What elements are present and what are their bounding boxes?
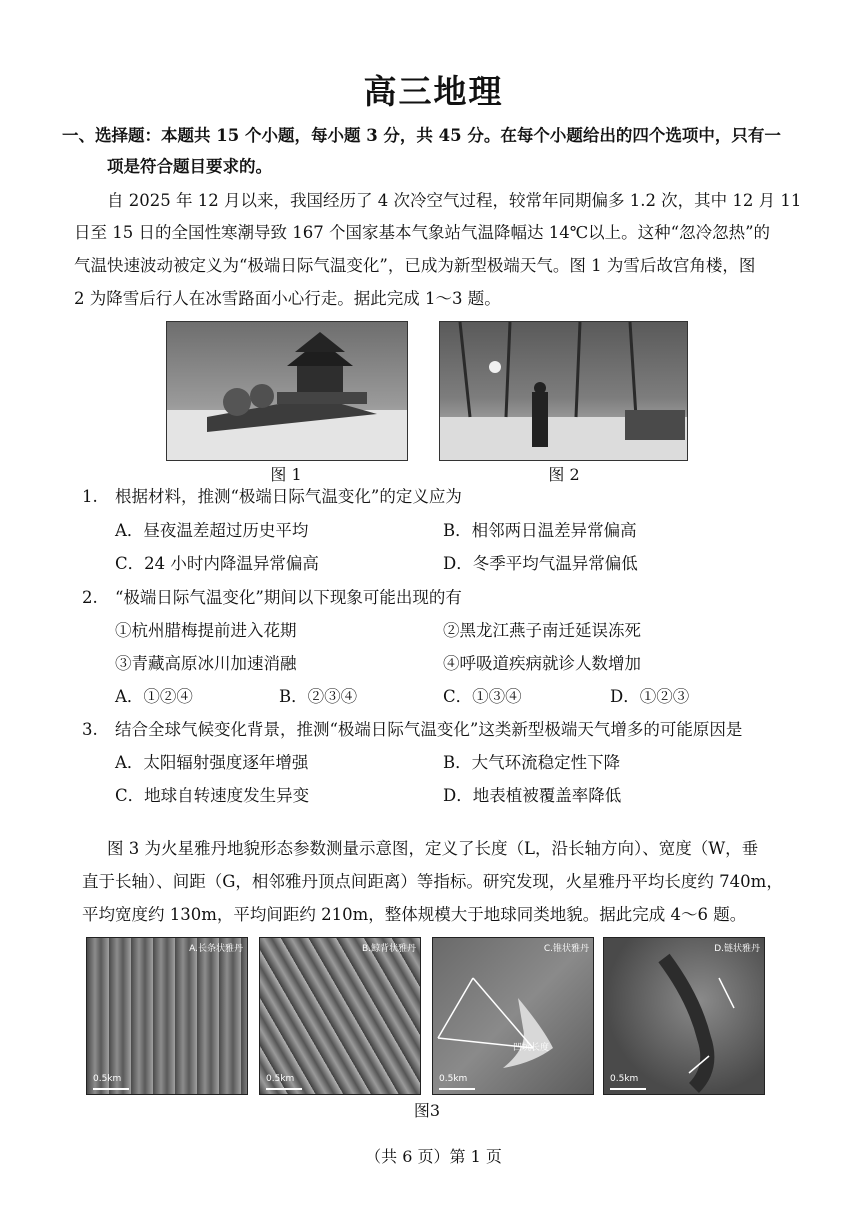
question2-statement-3: ③青藏高原冰川加速消融 <box>115 654 297 673</box>
figure3-panel-c-inner-label: 凹坑长度 <box>513 1043 550 1053</box>
cone-yardang-sketch-icon <box>433 938 593 1094</box>
figure3-panel-d <box>603 937 765 1095</box>
question1-option-b: B．相邻两日温差异常偏高 <box>443 521 637 540</box>
page-title: 高三地理 <box>363 72 504 111</box>
question3-option-d: D．地表植被覆盖率降低 <box>443 786 622 805</box>
scale-bar-icon <box>439 1088 475 1090</box>
figure3-panel-d-label: D.链状雅丹 <box>714 944 760 954</box>
passage2-line1: 图 3 为火星雅丹地貌形态参数测量示意图，定义了长度（L，沿长轴方向）、宽度（W，垂 <box>107 839 759 858</box>
question3-option-b: B．大气环流稳定性下降 <box>443 753 621 772</box>
section-heading-line2: 项是符合题目要求的。 <box>107 157 272 176</box>
question3-option-a: A．太阳辐射强度逐年增强 <box>115 753 309 772</box>
figure3-panel-d-scale: 0.5km <box>610 1074 639 1084</box>
question1-number: 1. <box>82 487 98 506</box>
figure3-panel-c-label: C.锥状雅丹 <box>543 944 589 954</box>
figure3-panel-b-scale: 0.5km <box>266 1074 295 1084</box>
figure1-caption: 图 1 <box>270 465 302 484</box>
figure3-panel-c-scale: 0.5km <box>439 1074 468 1084</box>
passage1-line1: 自 2025 年 12 月以来，我国经历了 4 次冷空气过程，较常年同期偏多 1.2 次，其中 12 月 11 <box>107 191 802 210</box>
question3-option-c: C．地球自转速度发生异变 <box>115 786 310 805</box>
question1-option-a: A．昼夜温差超过历史平均 <box>115 521 309 540</box>
question2-option-a: A．①②④ <box>115 687 193 706</box>
question1-stem: 根据材料，推测“极端日际气温变化”的定义应为 <box>115 487 462 506</box>
page-footer: （共 6 页）第 1 页 <box>365 1147 502 1166</box>
passage2-line3: 平均宽度约 130m，平均间距约 210m，整体规模大于地球同类地貌。据此完成 4～6 题。 <box>82 905 747 924</box>
figure1-forbidden-city-photo <box>166 321 408 461</box>
figure3-panel-a-label: A.长条状雅丹 <box>189 944 243 954</box>
passage1-line4: 2 为降雪后行人在冰雪路面小心行走。据此完成 1～3 题。 <box>74 289 501 308</box>
question2-statement-4: ④呼吸道疾病就诊人数增加 <box>443 654 641 673</box>
figure3-panel-b-label: B.鲸背状雅丹 <box>361 944 416 954</box>
question2-option-c: C．①③④ <box>443 687 522 706</box>
figure2-caption: 图 2 <box>548 465 580 484</box>
passage1-line2: 日至 15 日的全国性寒潮导致 167 个国家基本气象站气温降幅达 14℃以上。这种“忽冷忽热”的 <box>74 223 771 242</box>
question1-option-c: C．24 小时内降温异常偏高 <box>115 554 319 573</box>
question2-option-b: B．②③④ <box>279 687 358 706</box>
passage1-line3: 气温快速波动被定义为“极端日际气温变化”，已成为新型极端天气。图 1 为雪后故宫角楼，图 <box>74 256 756 275</box>
section-heading-line1: 一、选择题：本题共 15 个小题，每小题 3 分，共 45 分。在每个小题给出的四个选项中，只有一 <box>62 126 781 145</box>
question3-stem: 结合全球气候变化背景，推测“极端日际气温变化”这类新型极端天气增多的可能原因是 <box>115 720 743 739</box>
question2-statement-1: ①杭州腊梅提前进入花期 <box>115 621 297 640</box>
scale-bar-icon <box>610 1088 646 1090</box>
question2-stem: “极端日际气温变化”期间以下现象可能出现的有 <box>115 588 462 607</box>
question2-number: 2. <box>82 588 98 607</box>
figure2-snowy-street-photo <box>439 321 688 461</box>
figure3-panel-a <box>86 937 248 1095</box>
figure3-panel-a-scale: 0.5km <box>93 1074 122 1084</box>
question1-option-d: D．冬季平均气温异常偏低 <box>443 554 638 573</box>
figure3-panel-b <box>259 937 421 1095</box>
question3-number: 3. <box>82 720 98 739</box>
figure3-caption: 图3 <box>413 1101 441 1120</box>
scale-bar-icon <box>266 1088 302 1090</box>
passage2-line2: 直于长轴）、间距（G，相邻雅丹顶点间距离）等指标。研究发现，火星雅丹平均长度约 740m， <box>82 872 783 891</box>
question2-statement-2: ②黑龙江燕子南迁延误冻死 <box>443 621 641 640</box>
scale-bar-icon <box>93 1088 129 1090</box>
chain-yardang-sketch-icon <box>604 938 764 1094</box>
question2-option-d: D．①②③ <box>610 687 690 706</box>
figure3-panel-c <box>432 937 594 1095</box>
